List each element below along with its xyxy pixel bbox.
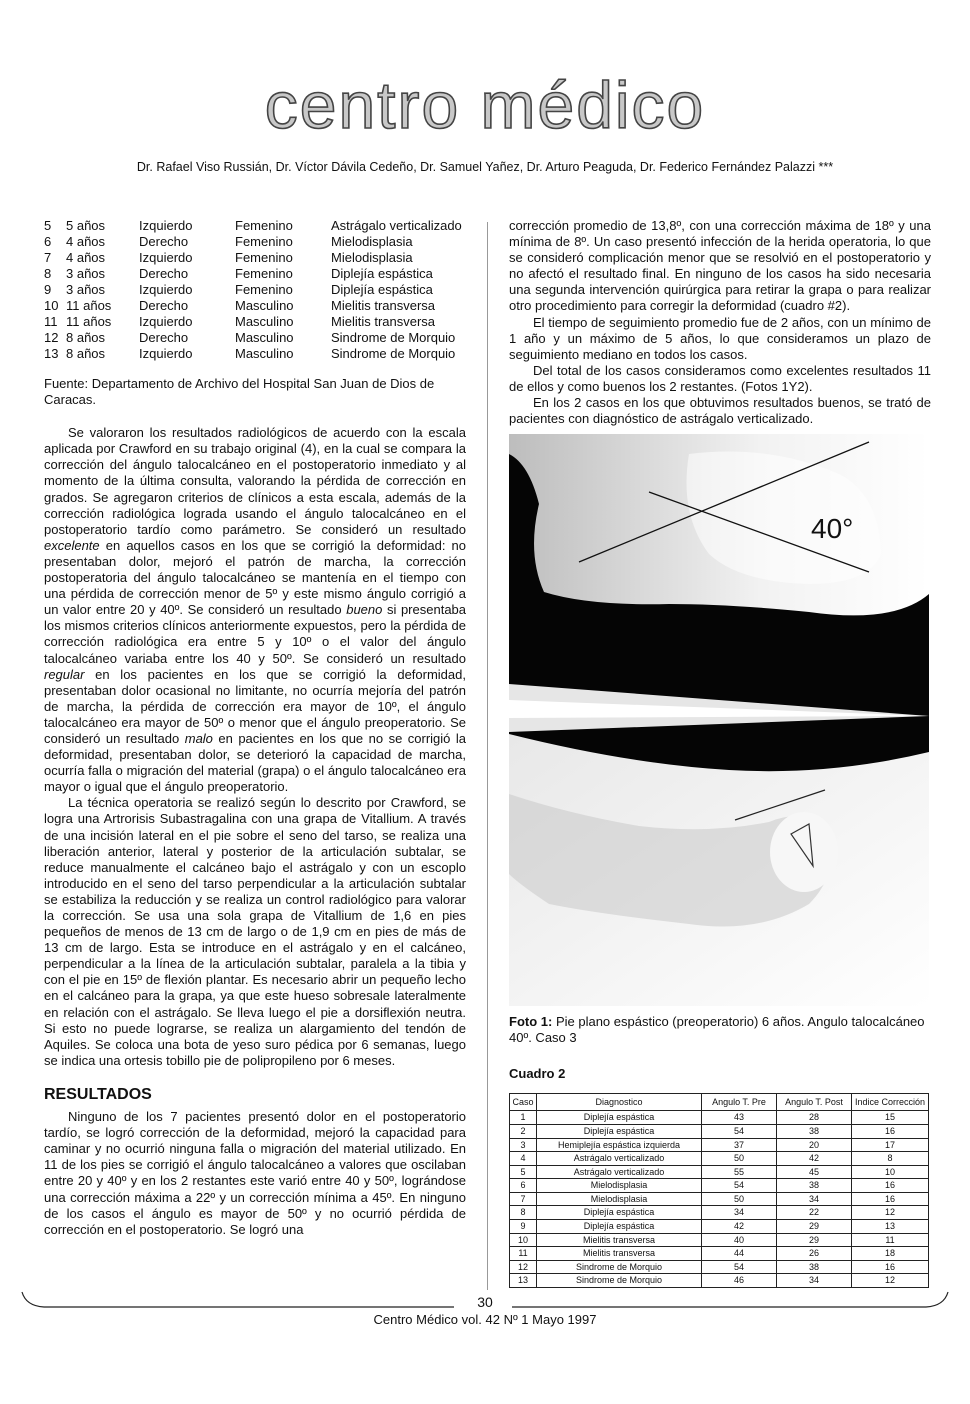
case-cell: 6 [44,234,52,249]
case-row [44,298,466,314]
table-source-note: Fuente: Departamento de Archivo del Hospital San Juan de Dios de Caracas. [44,376,435,408]
case-cell: Diplejía espástica [331,266,433,281]
case-cell: Mielitis transversa [331,314,436,329]
table-cell: 10 [852,1165,929,1179]
case-row [44,346,466,362]
table-cell: 42 [702,1220,777,1234]
table-cell: 45 [777,1165,852,1179]
table-cell: 38 [777,1260,852,1274]
table-cell: 54 [702,1124,777,1138]
text-run: Se valoraron los resultados radiológicos de acuerdo con la escala aplicada por Crawford en su trabajo original (4), en la cual se compara la corrección del ángulo talocalcáneo en el postoperatorio inmediato y al momento de la última consulta, valorando la pérdida de corrección en grados. Se agregaron criterios de clínicos a esta escala, además de la corrección radiológica lograda usando el ángulo talocalcáneo en el postoperatorio tardío como parámetro. Se consideró un resultado [44,425,466,537]
case-cell: 3 años [66,282,106,297]
case-cell: Mielitis transversa [331,298,436,313]
table-cell: Diplejía espástica [537,1111,702,1125]
case-cell: Mielodisplasia [331,234,413,249]
followup-paragraph: El tiempo de seguimiento promedio fue de 2 años, con un mínimo de 1 año y un máximo de 5 años, lo que consideramos un plazo de seguimiento mediano en todos los casos. [509,314,931,362]
table-row [510,1138,929,1152]
case-cell: Femenino [235,250,293,265]
case-row [44,266,466,282]
case-cell: 4 años [66,234,106,249]
case-cell: Femenino [235,266,293,281]
journal-masthead: centro médico [264,68,706,142]
case-cell: Astrágalo verticalizado [331,218,462,233]
case-cell: Masculino [235,346,294,361]
table-cell: 11 [852,1233,929,1247]
case-cell: Izquierdo [139,346,193,361]
case-cell: 12 [44,330,59,345]
case-cell: 8 años [66,330,106,345]
case-cell: Masculino [235,330,294,345]
case-continuation-table [44,218,466,362]
text-run: en pacientes en los que no se corrigió la deformidad, presentaban dolor, se deterioró la capacidad de marcha, ocurría falla o migración del material (grapa) o el ángulo talocalcáneo era mayor o igual que el ángulo preoperatorio. [44,730,466,795]
case-cell: Femenino [235,218,293,233]
case-row [44,250,466,266]
table-cell: 42 [777,1152,852,1166]
outcomes-paragraph: Del total de los casos consideramos como excelentes resultados 11 de ellos y como buenos los 2 restantes. (Fotos 1Y2). [509,362,931,394]
good-results-paragraph: En los 2 casos en los que obtuvimos resultados buenos, se trató de pacientes con diagnóstico de astrágalo verticalizado. [509,395,931,427]
text-run: en aquellos casos en los que se corrigió la deformidad: no presentaban dolor, mejoró el patrón de marcha, la corrección postoperatoria del ángulo talocalcáneo se mantenía en el tiempo con una pérdida de corrección menor de 5º y este mismo ángulo corrigió a un valor entre 20 y 40º. Se consideró un resultado [44,537,466,618]
table-cell: 44 [702,1247,777,1261]
evaluation-paragraph [44,425,466,795]
header-cell: Indice Corrección [852,1094,929,1111]
table-cell: 40 [702,1233,777,1247]
table-cell: Sindrome de Morquio [537,1274,702,1288]
case-cell: Mielodisplasia [331,250,413,265]
left-column [44,218,466,1238]
case-cell: Izquierdo [139,218,193,233]
results-table [509,1093,929,1288]
table-cell: 29 [777,1233,852,1247]
table-cell: 6 [510,1179,537,1193]
case-cell: Sindrome de Morquio [331,330,456,345]
case-cell: Masculino [235,298,294,313]
table-cell: 38 [777,1179,852,1193]
column-divider [487,222,488,1290]
table-cell: 8 [852,1152,929,1166]
case-cell: 5 [44,218,52,233]
author-list: Dr. Rafael Viso Russián, Dr. Víctor Dávila Cedeño, Dr. Samuel Yañez, Dr. Arturo Peaguda, Dr. Federico Fernández Palazzi *** [136,160,834,174]
case-cell: 11 años [66,298,112,313]
table-cell: 28 [777,1111,852,1125]
table-cell: Sindrome de Morquio [537,1260,702,1274]
table-cell: 5 [510,1165,537,1179]
case-cell: 4 años [66,250,106,265]
header-cell: Angulo T. Pre [702,1094,777,1111]
table-cell: Mielodisplasia [537,1179,702,1193]
case-cell: Derecho [139,330,189,345]
table-cell: 10 [510,1233,537,1247]
header-cell: Caso [510,1094,537,1111]
case-cell: 3 años [66,266,106,281]
table-cell: 8 [510,1206,537,1220]
table-cell: 26 [777,1247,852,1261]
table-cell: 16 [852,1260,929,1274]
table-row [510,1220,929,1234]
case-row [44,218,466,234]
table-cell: 38 [777,1124,852,1138]
case-cell: 9 [44,282,52,297]
table-cell: 13 [852,1220,929,1234]
case-cell: Femenino [235,282,293,297]
table-row [510,1260,929,1274]
technique-paragraph: La técnica operatoria se realizó según lo descrito por Crawford, se logra una Artrorisis Subastragalina con una grapa de Vitallium. A través de una incisión lateral en el pie sobre el seno del tarso, se realiza una liberación anterior, lateral y posterior de la articulación subtalar, se reduce manualmente el calcáneo bajo el astrágalo y con un escoplo introducido en el seno del tarso perpendicular a la articulación subtalar se estabiliza la reducción y se realiza un control radiológico para valorar la corrección. Se usa una sola grapa de Vitallium de 1,6 en pies pequeños de menos de 13 cm de largo o de 1,9 cm en pies de más de 13 cm de largo. Esta se introduce en el astrágalo y en el calcáneo, perpendicular a la línea de la articulación subtalar, paralela a la tibia y con el pie en 15º de flexión plantar. Es necesario abrir un pequeño lecho en el calcáneo para la grapa, ya que este hueso sobresale lateralmente en relación con el astrágalo. Se lleva luego el pie a dorsiflexión neutra. Si esto no puede lograrse, se realiza un alargamiento del tendón de Aquiles. Se coloca una bota de yeso suro pédica por 6 semanas, luego se indica una ortesis tobillo pie de polipropileno por 6 meses. [44,795,466,1068]
results-paragraph: Ninguno de los 7 pacientes presentó dolor en el postoperatorio tardío, se logró corrección de la deformidad, mejoró la capacidad para caminar y no ocurrió ninguna falla o migración del material utilizado. En 11 de los pies se corrigió el ángulo talocalcáneo a valores que oscilaban entre 20 y 40º y en los 2 restantes este varió entre 40 y 50º, lográndose una corrección máxima a 22º y un corrección mínima a 45º. En ninguno de los casos el ángulo es mayor de 50º y no ocurrió pérdida de corrección en el postoperatorio. Se logró una [44,1109,466,1237]
case-cell: Izquierdo [139,250,193,265]
angle-label: 40° [811,513,854,545]
text-run: en los pacientes en los que se corrigió la deformidad, presentaban dolor ocasional no limitante, no ocurría mejoría del patrón de marcha, la pérdida de corrección era mayor de 10º, el ángulo talocalcáneo era mayor de 50º o menor que el ángulo preoperatorio. Se consideró un resultado [44,666,466,746]
table-cell: 29 [777,1220,852,1234]
header-cell: Angulo T. Post [777,1094,852,1111]
case-row [44,314,466,330]
table-cell: 20 [777,1138,852,1152]
table-cell: 17 [852,1138,929,1152]
caption-label: Foto 1: [509,1014,553,1030]
table-header-row [510,1094,929,1111]
table-cell: Diplejía espástica [537,1124,702,1138]
case-cell: Izquierdo [139,282,193,297]
case-cell: 11 [44,314,58,329]
table-cell: 34 [777,1274,852,1288]
table-cell: 12 [852,1274,929,1288]
header-cell: Diagnostico [537,1094,702,1111]
table-cell: 15 [852,1111,929,1125]
photo-caption [509,1014,931,1046]
results-continuation-paragraph: corrección promedio de 13,8º, con una corrección máxima de 18º y una mínima de 8º. Un caso presentó infección de la herida operatoria, lo que se consideró complicación menor que se resolvió en el postoperatorio y no afectó el resultado final. En ninguno de los casos ha sido necesaria una segunda intervención quirúrgica para retirar la grapa o para realizar otro procedimiento para corregir la deformidad (cuadro #2). [509,218,931,314]
table-cell: Hemiplejía espástica izquierda [537,1138,702,1152]
table-row [510,1179,929,1193]
case-cell: Derecho [139,298,189,313]
table-cell: 3 [510,1138,537,1152]
table-cell: Astrágalo verticalizado [537,1152,702,1166]
case-cell: 8 [44,266,52,281]
page-number: 30 [477,1294,493,1310]
table-cell: 12 [852,1206,929,1220]
table-cell: 2 [510,1124,537,1138]
table-row [510,1233,929,1247]
table-cell: 9 [510,1220,537,1234]
case-cell: 7 [44,250,52,265]
table-cell: 37 [702,1138,777,1152]
table-cell: 16 [852,1192,929,1206]
case-cell: Diplejía espástica [331,282,433,297]
table-cell: 16 [852,1179,929,1193]
table-cell: 16 [852,1124,929,1138]
table-cell: Mielitis transversa [537,1247,702,1261]
case-cell: Sindrome de Morquio [331,346,456,361]
table-cell: Astrágalo verticalizado [537,1165,702,1179]
table-cell: 4 [510,1152,537,1166]
case-cell: 11 años [66,314,112,329]
journal-footer: Centro Médico vol. 42 Nº 1 Mayo 1997 [373,1312,597,1327]
table-row [510,1274,929,1288]
table-cell: 54 [702,1179,777,1193]
text-run: si presentaba los mismos criterios clínicos anteriormente expuestos, pero la pérdida de corrección radiológica era entre 5 y 10º o el valor del ángulo talocalcáneo variaba entre los 40 y 50º. Se consideró un resultado [44,602,467,666]
right-column [509,218,931,1288]
table-cell: Mielodisplasia [537,1192,702,1206]
case-cell: 13 [44,346,59,361]
table-cell: 50 [702,1152,777,1166]
case-cell: 5 años [66,218,106,233]
table-row [510,1152,929,1166]
table-row [510,1192,929,1206]
case-cell: Izquierdo [139,314,193,329]
xray-photo [509,434,929,1006]
table-cell: 22 [777,1206,852,1220]
table-cell: 1 [510,1111,537,1125]
term-regular: regular [44,666,85,682]
table-cell: 34 [777,1192,852,1206]
case-row [44,282,466,298]
case-row [44,234,466,250]
table-row [510,1247,929,1261]
case-cell: 10 [44,298,59,313]
table-cell: 54 [702,1260,777,1274]
section-heading-resultados: RESULTADOS [44,1085,152,1103]
term-malo: malo [184,730,213,746]
case-cell: Derecho [139,234,189,249]
table-cell: 46 [702,1274,777,1288]
table-title: Cuadro 2 [509,1066,566,1082]
table-cell: 12 [510,1260,537,1274]
case-cell: Femenino [235,234,293,249]
table-row [510,1111,929,1125]
case-cell: Masculino [235,314,294,329]
table-cell: Mielitis transversa [537,1233,702,1247]
table-row [510,1165,929,1179]
table-row [510,1124,929,1138]
caption-text: Pie plano espástico (preoperatorio) 6 años. Angulo talocalcáneo 40º. Caso 3 [509,1014,925,1046]
case-cell: Derecho [139,266,189,281]
table-cell: 7 [510,1192,537,1206]
table-cell: 50 [702,1192,777,1206]
table-cell: 13 [510,1274,537,1288]
table-cell: 11 [510,1247,537,1261]
table-cell: 34 [702,1206,777,1220]
table-cell: Diplejía espástica [537,1206,702,1220]
case-row [44,330,466,346]
term-excelente: excelente [44,537,100,553]
table-cell: Diplejía espástica [537,1220,702,1234]
table-cell: 18 [852,1247,929,1261]
table-row [510,1206,929,1220]
term-bueno: bueno [346,602,383,618]
table-cell: 43 [702,1111,777,1125]
case-cell: 8 años [66,346,106,361]
xray-image [509,434,929,1006]
table-cell: 55 [702,1165,777,1179]
